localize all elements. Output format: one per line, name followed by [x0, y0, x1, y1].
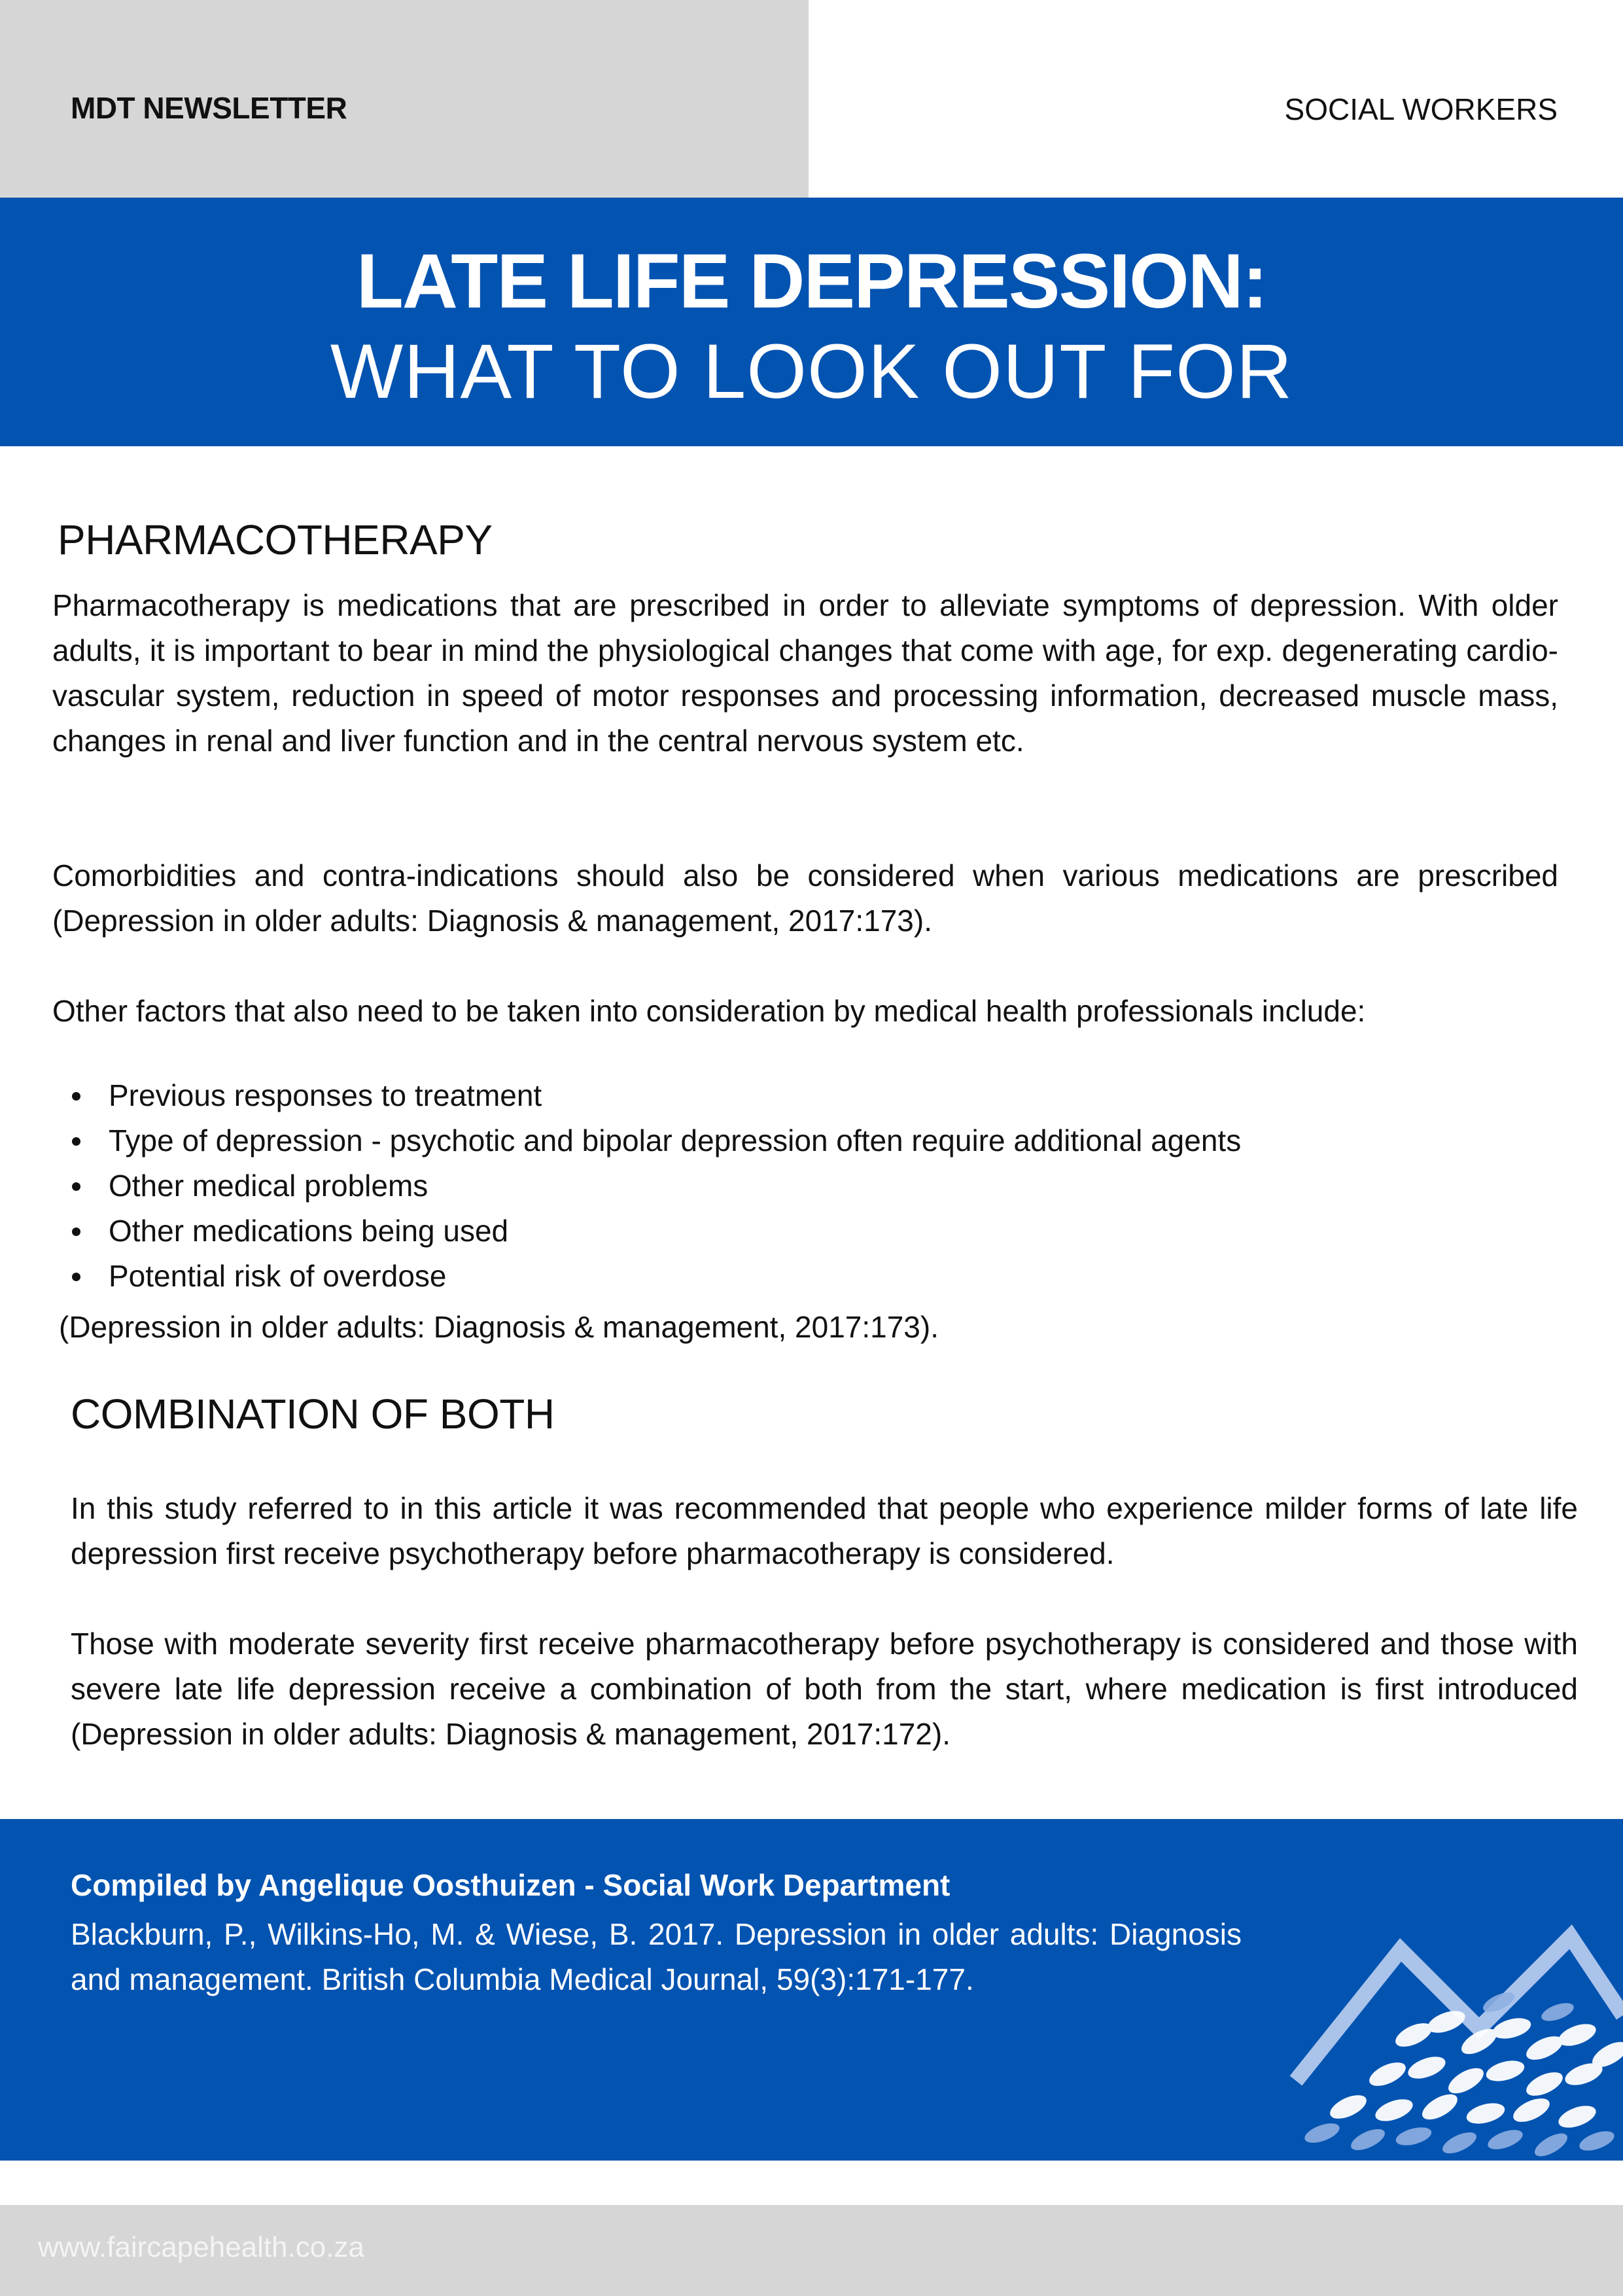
combination-heading: COMBINATION OF BOTH: [71, 1390, 555, 1438]
footer-band: [0, 1819, 1623, 2161]
pills-chart-graphic: [1283, 1884, 1623, 2161]
list-item: Type of depression - psychotic and bipolar depression often require additional agents: [65, 1118, 1505, 1163]
factors-list: [65, 1073, 1505, 1299]
page-title: LATE LIFE DEPRESSION:: [356, 238, 1267, 325]
title-banner: [0, 198, 1623, 446]
list-item: Other medical problems: [65, 1163, 1505, 1209]
reference-citation: Blackburn, P., Wilkins-Ho, M. & Wiese, B. 2017. Depression in older adults: Diagnosis and management. British Columbia Medical Journal, 59(3):171-177.: [71, 1917, 1242, 1996]
list-item: Previous responses to treatment: [65, 1073, 1505, 1118]
compiled-by: Compiled by Angelique Oosthuizen - Social Work Department: [71, 1868, 951, 1902]
page-subtitle: WHAT TO LOOK OUT FOR: [330, 328, 1293, 415]
bottom-strip: [0, 2205, 1623, 2296]
audience-label: SOCIAL WORKERS: [1284, 92, 1558, 126]
pharmacotherapy-paragraph-1: Pharmacotherapy is medications that are prescribed in order to alleviate symptoms of depression. With older adults, it is important to bear in mind the physiological changes that come with age, for exp. degenerating cardio-vascular system, reduction in speed of motor responses and processing information, decreased muscle mass, changes in renal and liver function and in the central nervous system etc.: [52, 588, 1558, 758]
website-link[interactable]: www.faircapehealth.co.za: [38, 2231, 364, 2263]
bullet-icon: [72, 1273, 80, 1281]
newsletter-label: MDT NEWSLETTER: [71, 91, 347, 125]
combination-paragraph-1: In this study referred to in this article it was recommended that people who experience milder forms of late life depression first receive psychotherapy before pharmacotherapy is considered.: [71, 1491, 1578, 1570]
bullet-icon: [72, 1227, 80, 1236]
pharmacotherapy-paragraph-2: Comorbidities and contra-indications should also be considered when various medications are prescribed (Depression in older adults: Diagnosis & management, 2017:173).: [52, 858, 1558, 938]
pharmacotherapy-heading: PHARMACOTHERAPY: [58, 516, 493, 563]
pharmacotherapy-paragraph-3: Other factors that also need to be taken into consideration by medical health professionals include:: [52, 994, 1366, 1028]
combination-paragraph-2: Those with moderate severity first receive pharmacotherapy before psychotherapy is considered and those with severe late life depression receive a combination of both from the start, where medication is first introduced (Depression in older adults: Diagnosis & management, 2017:172).: [71, 1627, 1578, 1751]
list-item: Other medications being used: [65, 1209, 1505, 1254]
bullet-icon: [72, 1182, 80, 1191]
bullet-icon: [72, 1137, 80, 1146]
pharmacotherapy-citation: (Depression in older adults: Diagnosis & management, 2017:173).: [59, 1310, 939, 1344]
list-item: Potential risk of overdose: [65, 1254, 1505, 1299]
bullet-icon: [72, 1092, 80, 1101]
